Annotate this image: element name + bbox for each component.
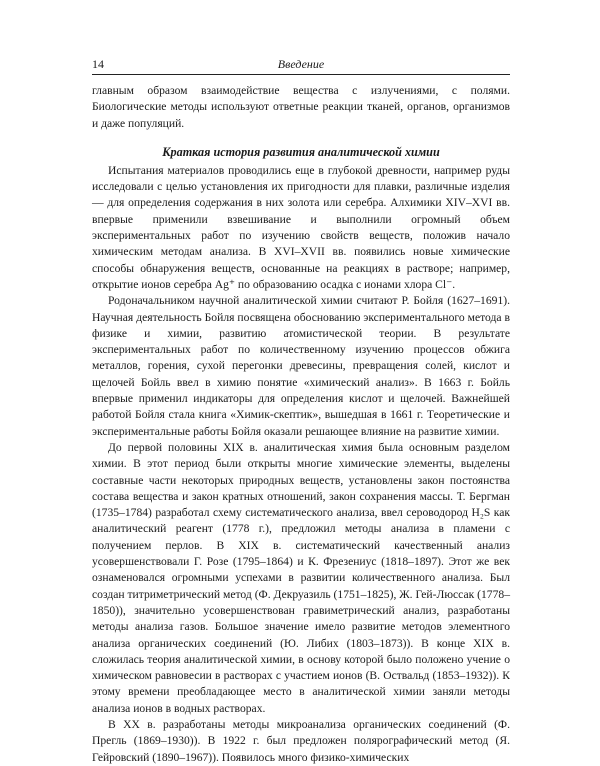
body-paragraph: До первой половины XIX в. аналитическая химия была основным разделом химии. В этот период были открыты многие химические элементы, выделены составные части некоторых природных веществ, установлены закон постоянства состава вещества и закон кратных отношений, закон сохранения массы. Т. Бергман (1735–1784) разработал схему систематического анализа, ввел сероводород H₂S как аналитический реагент (1778 г.), предложил методы анализа в пламени с получением перлов. В XIX в. систематический качественный анализ усовершенствовали Г. Розе (1795–1864) и К. Фрезениус (1818–1897). Этот же век ознаменовался огромными успехами в развитии количественного анализа. Был создан титриметрический метод (Ф. Декруазиль (1751–1825), Ж. Гей-Люссак (1778–1850)), значительно усовершенствован гравиметрический анализ, разработаны методы анализа газов. Большое значение имело развитие методов элементного анализа органических соединений (Ю. Либих (1803–1873)). В конце XIX в. сложилась теория аналитической химии, в основу которой было положено учение о химическом равновесии в растворах с участием ионов (В. Оствальд (1853–1932)). К этому времени преобладающее место в аналитической химии заняли методы анализа ионов в водных растворах.	[92, 440, 510, 715]
body-paragraph: Родоначальником научной аналитической химии считают Р. Бойля (1627–1691). Научная деятельность Бойля посвящена обоснованию экспериментального метода в физике и химии, развитию атомистической теории. В результате экспериментальных работ по количественному изучению процессов обжига металлов, горения, сухой перегонки древесины, превращения солей, кислот и щелочей Бойль ввел в химию понятие «химический анализ». В 1663 г. Бойль впервые применил индикаторы для определения кислот и щелочей. Важнейшей работой Бойля стала книга «Химик-скептик», вышедшая в 1661 г. Теоретические и экспериментальные работы Бойля оказали решающее влияние на развитие химии.	[92, 294, 510, 438]
book-page	[92, 56, 510, 766]
section-heading: Краткая история развития аналитической химии	[162, 144, 440, 159]
body-paragraph: В XX в. разработаны методы микроанализа органических соединений (Ф. Прегль (1869–1930)). В 1922 г. был предложен полярографический метод (Я. Гейровский (1890–1967)). Появилось много физико-химических	[92, 717, 510, 764]
header-divider	[92, 74, 510, 75]
page-number: 14	[92, 57, 104, 71]
intro-paragraph: главным образом взаимодействие вещества с излучениями, с полями. Биологические методы используют ответные реакции тканей, органов, организмов и даже популяций.	[92, 84, 510, 130]
running-head	[92, 56, 510, 72]
body-paragraph: Испытания материалов проводились еще в глубокой древности, например руды исследовали с целью установления их пригодности для плавки, различные изделия — для определения содержания в них золота или серебра. Алхимики XIV–XVI вв. впервые применили взвешивание и выполнили огромный объем экспериментальных работ по изучению свойств веществ, положив начало химическим методам анализа. В XVI–XVII вв. появились новые химические способы обнаружения веществ, основанные на реакциях в растворе; например, открытие ионов серебра Ag⁺ по образованию осадка с ионами хлора Cl⁻.	[92, 163, 510, 291]
chapter-title: Введение	[277, 57, 325, 71]
